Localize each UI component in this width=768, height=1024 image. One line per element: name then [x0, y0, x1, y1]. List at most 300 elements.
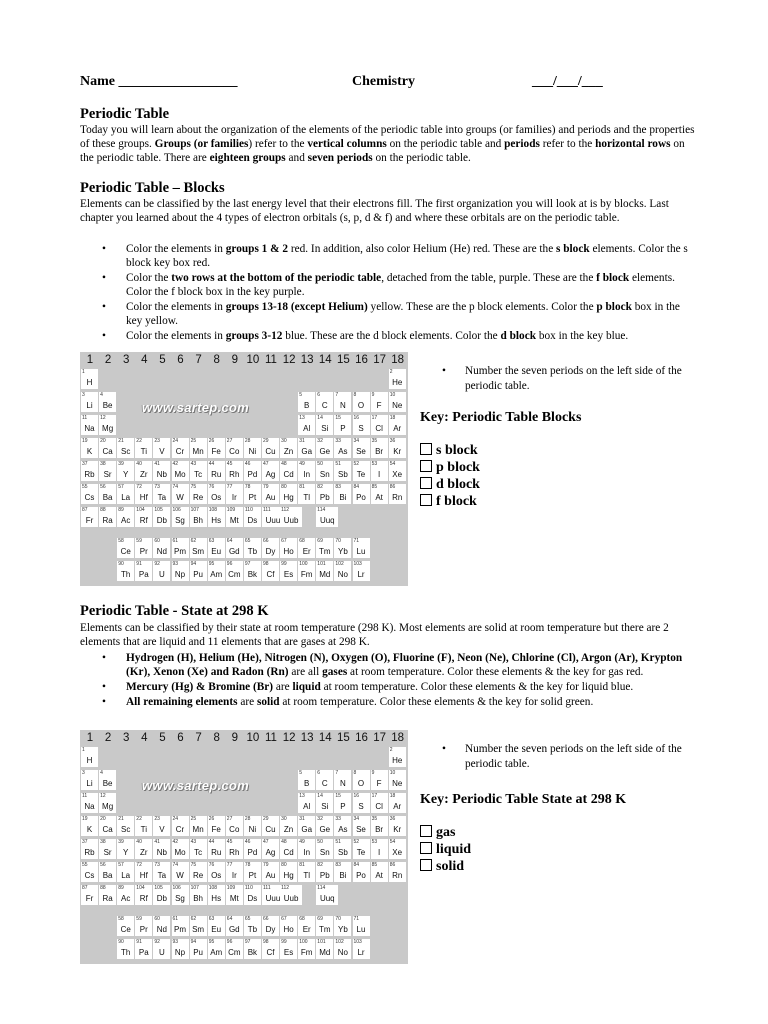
element-symbol: Li: [86, 401, 93, 410]
atomic-number: 83: [335, 862, 341, 868]
element-cell-ne[interactable]: [389, 770, 406, 790]
element-cell-p[interactable]: [334, 793, 351, 813]
element-cell-ac[interactable]: [117, 507, 134, 527]
checkbox-icon[interactable]: [420, 842, 432, 854]
element-symbol: Ta: [157, 871, 167, 880]
element-cell-uub[interactable]: [280, 885, 302, 905]
element-cell-br[interactable]: [371, 438, 388, 458]
element-cell-al[interactable]: [298, 415, 315, 435]
element-symbol: Cm: [228, 570, 241, 579]
element-cell-pb[interactable]: [316, 484, 333, 504]
element-symbol: Uuq: [319, 516, 335, 525]
element-cell-na[interactable]: [81, 793, 98, 813]
group-number: 2: [104, 354, 112, 366]
section-title-state: Periodic Table - State at 298 K: [80, 603, 269, 619]
element-cell-sc[interactable]: [117, 816, 134, 836]
element-cell-cm[interactable]: [226, 939, 243, 959]
element-cell-u[interactable]: [153, 939, 170, 959]
element-symbol: Pd: [247, 470, 258, 479]
element-cell-at[interactable]: [371, 862, 388, 882]
element-cell-es[interactable]: [280, 939, 297, 959]
element-cell-ce[interactable]: [117, 916, 134, 936]
element-cell-pr[interactable]: [135, 916, 152, 936]
group-number: 13: [300, 354, 314, 366]
element-symbol: Db: [156, 894, 167, 903]
element-cell-f[interactable]: [371, 392, 388, 412]
element-cell-li[interactable]: [81, 770, 98, 790]
atomic-number: 48: [281, 839, 287, 845]
checkbox-icon[interactable]: [420, 825, 432, 837]
checkbox-icon[interactable]: [420, 477, 432, 489]
element-cell-tl[interactable]: [298, 862, 315, 882]
element-cell-pu[interactable]: [190, 561, 207, 581]
element-cell-he[interactable]: [389, 369, 406, 389]
element-cell-ar[interactable]: [389, 415, 406, 435]
element-cell-ti[interactable]: [135, 438, 152, 458]
element-cell-p[interactable]: [334, 415, 351, 435]
atomic-number: 57: [118, 862, 124, 868]
element-cell-co[interactable]: [226, 438, 243, 458]
element-cell-pt[interactable]: [244, 484, 261, 504]
atomic-number: 70: [335, 538, 341, 544]
key-item-d-block[interactable]: d block: [420, 476, 480, 493]
element-cell-hs[interactable]: [208, 885, 225, 905]
element-cell-fm[interactable]: [298, 939, 315, 959]
element-cell-re[interactable]: [190, 862, 207, 882]
element-cell-ne[interactable]: [389, 392, 406, 412]
element-symbol: B: [304, 779, 310, 788]
element-cell-ti[interactable]: [135, 816, 152, 836]
element-cell-es[interactable]: [280, 561, 297, 581]
atomic-number: 72: [136, 862, 142, 868]
element-cell-au[interactable]: [262, 484, 279, 504]
element-symbol: Ir: [231, 871, 237, 880]
element-cell-v[interactable]: [153, 816, 170, 836]
element-cell-ba[interactable]: [99, 862, 116, 882]
element-symbol: Cu: [265, 447, 276, 456]
element-cell-gd[interactable]: [226, 916, 243, 936]
element-cell-kr[interactable]: [389, 816, 406, 836]
element-symbol: Xe: [392, 470, 403, 479]
element-cell-cl[interactable]: [371, 793, 388, 813]
element-symbol: Pd: [247, 848, 258, 857]
element-cell-as[interactable]: [334, 816, 351, 836]
element-cell-ta[interactable]: [153, 484, 170, 504]
element-cell-md[interactable]: [316, 561, 333, 581]
element-cell-ru[interactable]: [208, 839, 225, 859]
element-cell-v[interactable]: [153, 438, 170, 458]
element-cell-br[interactable]: [371, 816, 388, 836]
element-cell-cs[interactable]: [81, 484, 98, 504]
element-cell-fm[interactable]: [298, 561, 315, 581]
element-symbol: Be: [102, 779, 113, 788]
element-cell-in[interactable]: [298, 839, 315, 859]
element-cell-pt[interactable]: [244, 862, 261, 882]
element-cell-bh[interactable]: [190, 507, 207, 527]
element-cell-ni[interactable]: [244, 816, 261, 836]
element-cell-as[interactable]: [334, 438, 351, 458]
element-cell-lu[interactable]: [353, 916, 370, 936]
element-cell-sn[interactable]: [316, 839, 333, 859]
element-cell-no[interactable]: [334, 939, 351, 959]
element-cell-pu[interactable]: [190, 939, 207, 959]
atomic-number: 81: [299, 484, 305, 490]
element-cell-n[interactable]: [334, 770, 351, 790]
element-cell-rn[interactable]: [389, 484, 406, 504]
atomic-number: 31: [299, 816, 305, 822]
element-cell-hg[interactable]: [280, 862, 297, 882]
element-cell-co[interactable]: [226, 816, 243, 836]
element-cell-u[interactable]: [153, 561, 170, 581]
element-cell-au[interactable]: [262, 862, 279, 882]
element-symbol: Pm: [174, 547, 186, 556]
element-cell-y[interactable]: [117, 461, 134, 481]
element-cell-cf[interactable]: [262, 939, 279, 959]
element-cell-pr[interactable]: [135, 538, 152, 558]
checkbox-icon[interactable]: [420, 494, 432, 506]
element-cell-k[interactable]: [81, 816, 98, 836]
element-cell-cr[interactable]: [172, 438, 189, 458]
element-cell-b[interactable]: [298, 392, 315, 412]
element-cell-cs[interactable]: [81, 862, 98, 882]
element-cell-fr[interactable]: [81, 507, 98, 527]
element-cell-uuq[interactable]: [316, 507, 338, 527]
element-cell-te[interactable]: [353, 839, 370, 859]
element-cell-pm[interactable]: [172, 916, 189, 936]
atomic-number: 3: [82, 392, 85, 398]
element-cell-rb[interactable]: [81, 839, 98, 859]
checkbox-icon[interactable]: [420, 460, 432, 472]
element-cell-yb[interactable]: [334, 916, 351, 936]
element-cell-tb[interactable]: [244, 916, 261, 936]
element-cell-md[interactable]: [316, 939, 333, 959]
element-symbol: Mn: [192, 825, 204, 834]
element-cell-sb[interactable]: [334, 839, 351, 859]
atomic-number: 43: [190, 461, 197, 467]
element-cell-db[interactable]: [153, 885, 170, 905]
element-symbol: Zn: [283, 447, 294, 456]
element-cell-er[interactable]: [298, 916, 315, 936]
element-cell-cm[interactable]: [226, 561, 243, 581]
element-cell-in[interactable]: [298, 461, 315, 481]
element-cell-i[interactable]: [371, 839, 388, 859]
atomic-number: 77: [226, 862, 233, 868]
checkbox-icon[interactable]: [420, 859, 432, 871]
element-cell-tb[interactable]: [244, 538, 261, 558]
element-cell-no[interactable]: [334, 561, 351, 581]
key-item-liquid[interactable]: liquid: [420, 841, 471, 858]
element-cell-na[interactable]: [81, 415, 98, 435]
element-cell-sm[interactable]: [190, 916, 207, 936]
element-symbol: Md: [319, 948, 331, 957]
element-cell-tc[interactable]: [190, 839, 207, 859]
element-cell-cr[interactable]: [172, 816, 189, 836]
element-symbol: Po: [356, 493, 366, 502]
element-cell-cu[interactable]: [262, 816, 279, 836]
element-cell-pa[interactable]: [135, 561, 152, 581]
element-cell-pm[interactable]: [172, 538, 189, 558]
element-cell-sn[interactable]: [316, 461, 333, 481]
atomic-number: 14: [317, 415, 323, 421]
element-cell-lu[interactable]: [353, 538, 370, 558]
element-cell-hf[interactable]: [135, 862, 152, 882]
element-cell-lr[interactable]: [353, 939, 370, 959]
element-cell-cf[interactable]: [262, 561, 279, 581]
element-cell-os[interactable]: [208, 862, 225, 882]
element-cell-fe[interactable]: [208, 816, 225, 836]
atomic-number: 93: [172, 561, 179, 567]
element-cell-bk[interactable]: [244, 939, 261, 959]
element-cell-fr[interactable]: [81, 885, 98, 905]
element-cell-sb[interactable]: [334, 461, 351, 481]
element-cell-dy[interactable]: [262, 538, 279, 558]
element-cell-cd[interactable]: [280, 461, 297, 481]
element-cell-al[interactable]: [298, 793, 315, 813]
element-cell-th[interactable]: [117, 561, 134, 581]
element-cell-at[interactable]: [371, 484, 388, 504]
element-cell-po[interactable]: [353, 484, 370, 504]
element-symbol: Nb: [156, 848, 167, 857]
element-cell-np[interactable]: [172, 939, 189, 959]
element-cell-mo[interactable]: [172, 461, 189, 481]
element-cell-ag[interactable]: [262, 461, 279, 481]
element-cell-ir[interactable]: [226, 484, 243, 504]
key-item-p-block[interactable]: p block: [420, 459, 480, 476]
element-cell-tl[interactable]: [298, 484, 315, 504]
element-symbol: S: [358, 424, 364, 433]
element-symbol: Bk: [247, 570, 258, 579]
element-cell-w[interactable]: [172, 862, 189, 882]
element-cell-mt[interactable]: [226, 885, 243, 905]
atomic-number: 114: [317, 885, 326, 891]
element-cell-si[interactable]: [316, 793, 333, 813]
element-cell-o[interactable]: [353, 392, 370, 412]
atomic-number: 99: [281, 939, 287, 945]
element-cell-cl[interactable]: [371, 415, 388, 435]
element-cell-ds[interactable]: [244, 885, 261, 905]
element-cell-tm[interactable]: [316, 538, 333, 558]
element-cell-th[interactable]: [117, 939, 134, 959]
list-item: • Mercury (Hg) & Bromine (Br) are liquid at room temperature. Color these elements & the key for liquid blue.: [80, 680, 698, 694]
element-cell-os[interactable]: [208, 484, 225, 504]
element-cell-tm[interactable]: [316, 916, 333, 936]
element-cell-am[interactable]: [208, 939, 225, 959]
element-cell-lr[interactable]: [353, 561, 370, 581]
element-cell-kr[interactable]: [389, 438, 406, 458]
element-cell-mg[interactable]: [99, 793, 116, 813]
element-symbol: Eu: [211, 547, 222, 556]
checkbox-icon[interactable]: [420, 443, 432, 455]
element-cell-rh[interactable]: [226, 461, 243, 481]
element-cell-gd[interactable]: [226, 538, 243, 558]
element-cell-re[interactable]: [190, 484, 207, 504]
period-note: • Number the seven periods on the left side of the periodic table.: [442, 365, 682, 392]
element-cell-ar[interactable]: [389, 793, 406, 813]
key-item-gas[interactable]: gas: [420, 824, 455, 841]
element-cell-bi[interactable]: [334, 484, 351, 504]
element-cell-n[interactable]: [334, 392, 351, 412]
element-cell-he[interactable]: [389, 747, 406, 767]
element-cell-ca[interactable]: [99, 438, 116, 458]
element-cell-rf[interactable]: [135, 507, 152, 527]
group-number: 9: [231, 732, 238, 744]
element-cell-uub[interactable]: [280, 507, 302, 527]
element-cell-db[interactable]: [153, 507, 170, 527]
element-cell-xe[interactable]: [389, 461, 406, 481]
element-cell-la[interactable]: [117, 484, 134, 504]
atomic-number: 63: [208, 538, 215, 544]
element-cell-ge[interactable]: [316, 438, 333, 458]
element-cell-ni[interactable]: [244, 438, 261, 458]
element-cell-sc[interactable]: [117, 438, 134, 458]
element-cell-mg[interactable]: [99, 415, 116, 435]
element-cell-ru[interactable]: [208, 461, 225, 481]
element-cell-bh[interactable]: [190, 885, 207, 905]
element-symbol: Se: [356, 447, 366, 456]
element-cell-sm[interactable]: [190, 538, 207, 558]
element-cell-rn[interactable]: [389, 862, 406, 882]
element-cell-tc[interactable]: [190, 461, 207, 481]
element-symbol: Ba: [102, 871, 113, 880]
element-symbol: P: [340, 802, 346, 811]
element-cell-mn[interactable]: [190, 438, 207, 458]
element-cell-dy[interactable]: [262, 916, 279, 936]
element-cell-zr[interactable]: [135, 461, 152, 481]
element-cell-eu[interactable]: [208, 916, 225, 936]
element-cell-si[interactable]: [316, 415, 333, 435]
element-cell-te[interactable]: [353, 461, 370, 481]
element-cell-o[interactable]: [353, 770, 370, 790]
element-symbol: U: [159, 570, 165, 579]
element-cell-y[interactable]: [117, 839, 134, 859]
element-cell-pa[interactable]: [135, 939, 152, 959]
element-symbol: Tm: [319, 547, 331, 556]
element-cell-ho[interactable]: [280, 538, 297, 558]
element-cell-k[interactable]: [81, 438, 98, 458]
element-symbol: V: [159, 825, 165, 834]
element-cell-hf[interactable]: [135, 484, 152, 504]
element-cell-ce[interactable]: [117, 538, 134, 558]
element-cell-h[interactable]: [81, 747, 98, 767]
element-cell-zn[interactable]: [280, 438, 297, 458]
element-cell-ga[interactable]: [298, 816, 315, 836]
element-cell-cu[interactable]: [262, 438, 279, 458]
element-cell-zn[interactable]: [280, 816, 297, 836]
element-cell-bi[interactable]: [334, 862, 351, 882]
element-cell-rf[interactable]: [135, 885, 152, 905]
element-cell-bk[interactable]: [244, 561, 261, 581]
element-symbol: Ne: [392, 401, 403, 410]
element-cell-ho[interactable]: [280, 916, 297, 936]
element-cell-ca[interactable]: [99, 816, 116, 836]
element-cell-nb[interactable]: [153, 839, 170, 859]
element-symbol: Tl: [303, 871, 311, 880]
element-cell-ac[interactable]: [117, 885, 134, 905]
element-cell-hs[interactable]: [208, 507, 225, 527]
element-cell-ra[interactable]: [99, 507, 116, 527]
element-cell-zr[interactable]: [135, 839, 152, 859]
element-cell-er[interactable]: [298, 538, 315, 558]
atomic-number: 111: [263, 507, 271, 513]
element-cell-be[interactable]: [99, 392, 116, 412]
element-cell-ga[interactable]: [298, 438, 315, 458]
element-cell-pd[interactable]: [244, 839, 261, 859]
atomic-number: 87: [82, 507, 88, 513]
key-title-state: Key: Periodic Table State at 298 K: [420, 792, 627, 807]
element-cell-ra[interactable]: [99, 885, 116, 905]
element-cell-rb[interactable]: [81, 461, 98, 481]
element-cell-w[interactable]: [172, 484, 189, 504]
element-cell-s[interactable]: [353, 793, 370, 813]
element-cell-c[interactable]: [316, 770, 333, 790]
element-cell-i[interactable]: [371, 461, 388, 481]
atomic-number: 68: [299, 916, 305, 922]
element-cell-sr[interactable]: [99, 461, 116, 481]
element-cell-eu[interactable]: [208, 538, 225, 558]
element-cell-xe[interactable]: [389, 839, 406, 859]
element-cell-sg[interactable]: [172, 507, 189, 527]
element-symbol: Uuq: [319, 894, 335, 903]
element-cell-be[interactable]: [99, 770, 116, 790]
element-cell-h[interactable]: [81, 369, 98, 389]
element-cell-nd[interactable]: [153, 916, 170, 936]
element-cell-pb[interactable]: [316, 862, 333, 882]
atomic-number: 76: [208, 862, 215, 868]
element-cell-s[interactable]: [353, 415, 370, 435]
element-cell-ta[interactable]: [153, 862, 170, 882]
element-cell-nb[interactable]: [153, 461, 170, 481]
element-cell-ge[interactable]: [316, 816, 333, 836]
element-cell-la[interactable]: [117, 862, 134, 882]
element-symbol: Md: [319, 570, 331, 579]
element-cell-pd[interactable]: [244, 461, 261, 481]
element-cell-np[interactable]: [172, 561, 189, 581]
element-cell-hg[interactable]: [280, 484, 297, 504]
element-cell-po[interactable]: [353, 862, 370, 882]
atomic-number: 110: [244, 885, 253, 891]
element-cell-cd[interactable]: [280, 839, 297, 859]
element-cell-mt[interactable]: [226, 507, 243, 527]
element-cell-uuq[interactable]: [316, 885, 338, 905]
element-symbol: Fm: [300, 570, 313, 579]
key-item-solid[interactable]: solid: [420, 858, 464, 875]
element-cell-mo[interactable]: [172, 839, 189, 859]
element-cell-sr[interactable]: [99, 839, 116, 859]
element-cell-sg[interactable]: [172, 885, 189, 905]
atomic-number: 29: [263, 816, 269, 822]
element-cell-ba[interactable]: [99, 484, 116, 504]
element-cell-yb[interactable]: [334, 538, 351, 558]
element-cell-fe[interactable]: [208, 438, 225, 458]
key-item-s-block[interactable]: s block: [420, 442, 478, 459]
element-cell-nd[interactable]: [153, 538, 170, 558]
element-cell-li[interactable]: [81, 392, 98, 412]
atomic-number: 80: [281, 862, 287, 868]
element-cell-ag[interactable]: [262, 839, 279, 859]
element-cell-f[interactable]: [371, 770, 388, 790]
element-cell-rh[interactable]: [226, 839, 243, 859]
element-cell-se[interactable]: [353, 816, 370, 836]
atomic-number: 70: [335, 916, 341, 922]
element-cell-am[interactable]: [208, 561, 225, 581]
key-item-f-block[interactable]: f block: [420, 493, 477, 510]
element-cell-mn[interactable]: [190, 816, 207, 836]
element-cell-c[interactable]: [316, 392, 333, 412]
element-cell-ds[interactable]: [244, 507, 261, 527]
element-cell-se[interactable]: [353, 438, 370, 458]
element-cell-ir[interactable]: [226, 862, 243, 882]
element-cell-b[interactable]: [298, 770, 315, 790]
